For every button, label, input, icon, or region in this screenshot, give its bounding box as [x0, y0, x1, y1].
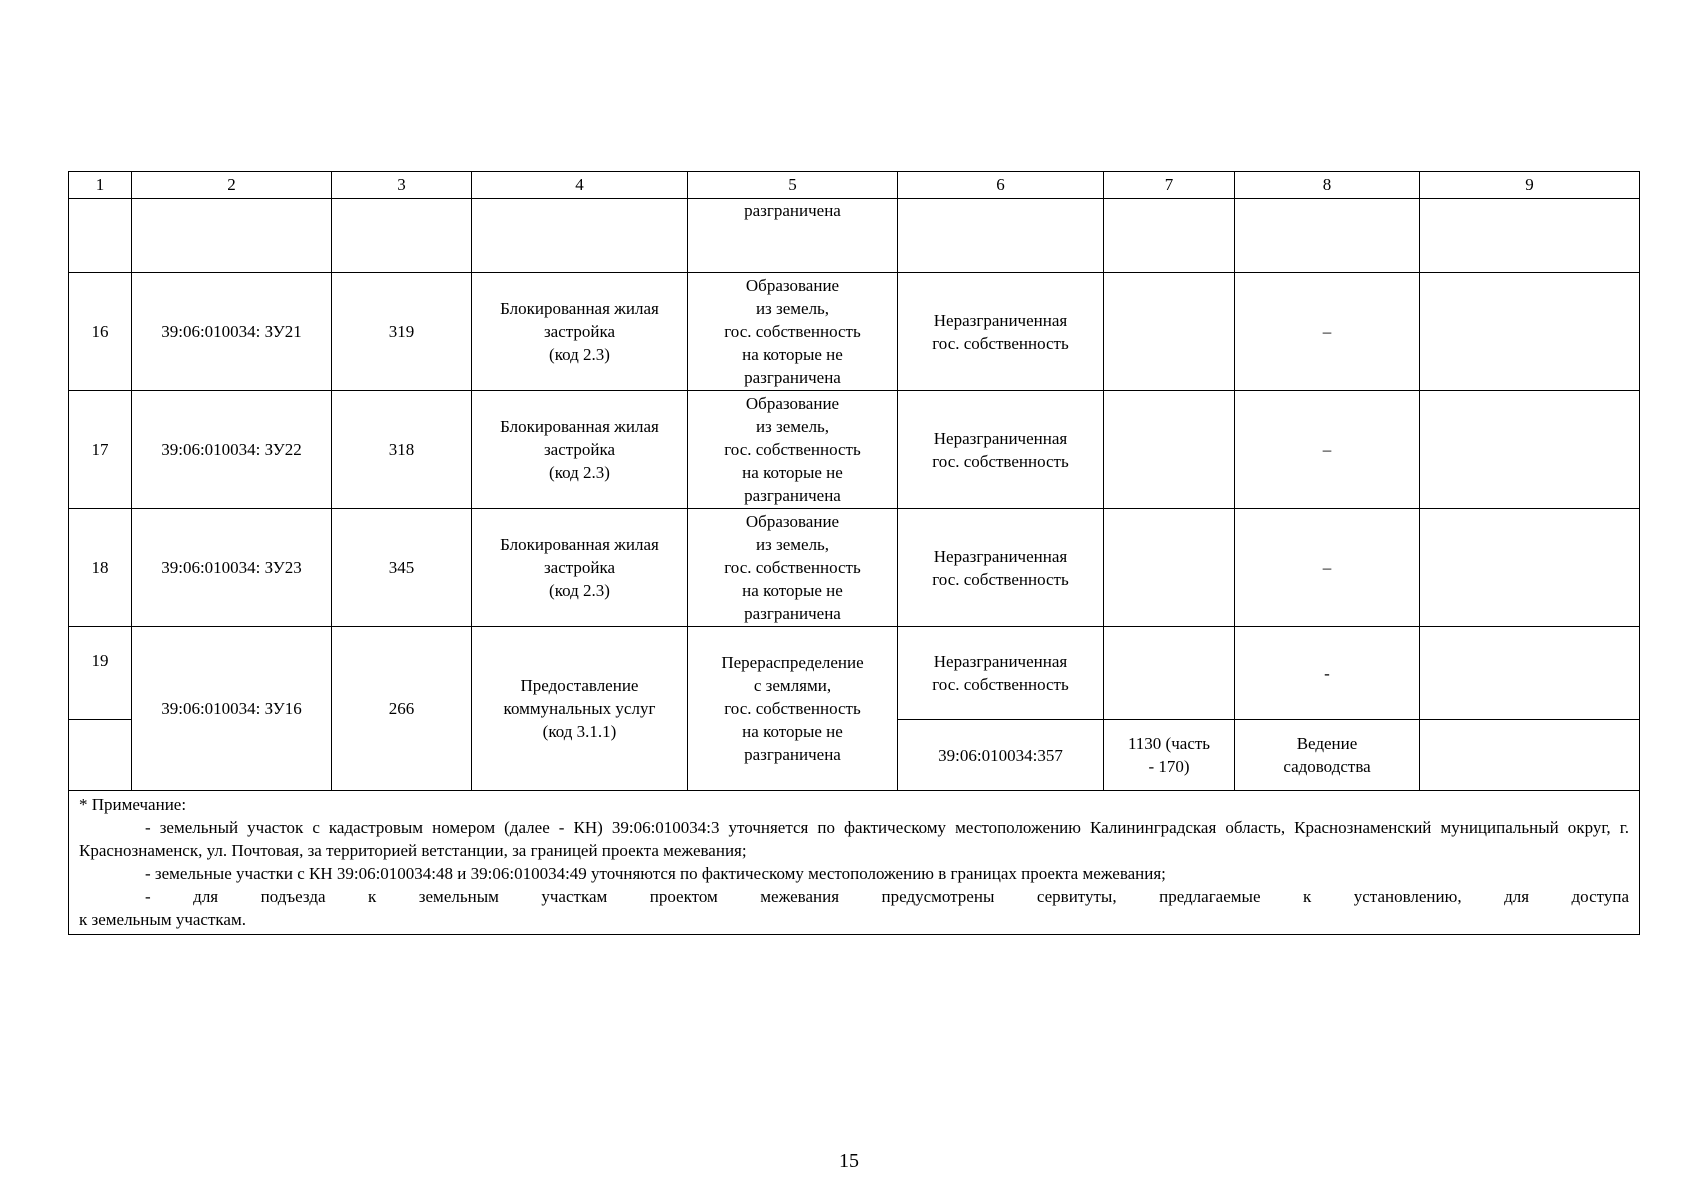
header-cell: 4	[472, 172, 688, 199]
table-cell: –	[1235, 391, 1420, 509]
table-row	[69, 509, 1640, 627]
header-cell: 7	[1104, 172, 1235, 199]
permitted-use: Блокированная жилая застройка (код 2.3)	[472, 509, 688, 627]
permitted-use: Блокированная жилая застройка (код 2.3)	[472, 273, 688, 391]
header-row	[69, 172, 1640, 199]
formation-method: Образование из земель, гос. собственность на которые не разграничена	[688, 509, 898, 627]
cadastral-number: 39:06:010034: ЗУ21	[132, 273, 332, 391]
cadastral-number: 39:06:010034: ЗУ22	[132, 391, 332, 509]
table-cell	[1420, 273, 1640, 391]
table-cell	[69, 720, 132, 791]
table-cell	[332, 199, 472, 273]
header-cell: 1	[69, 172, 132, 199]
table-cell	[132, 199, 332, 273]
table-cell	[1104, 199, 1235, 273]
ownership: Неразграниченная гос. собственность	[898, 627, 1104, 720]
table-cell: -	[1235, 627, 1420, 720]
header-cell: 6	[898, 172, 1104, 199]
sub-plot-area: 1130 (часть - 170)	[1104, 720, 1235, 791]
plot-area: 345	[332, 509, 472, 627]
permitted-use: Блокированная жилая застройка (код 2.3)	[472, 391, 688, 509]
table-cell	[1104, 273, 1235, 391]
note-cell	[69, 791, 1640, 935]
formation-method: Образование из земель, гос. собственность на которые не разграничена	[688, 273, 898, 391]
note-item: - для подъезда к земельным участкам проектом межевания предусмотрены сервитуты, предлагаемые к установлению, для доступа	[145, 887, 1629, 906]
table-cell	[1235, 199, 1420, 273]
land-plots-table	[68, 171, 1640, 935]
header-cell: 9	[1420, 172, 1640, 199]
ownership: Неразграниченная гос. собственность	[898, 391, 1104, 509]
table-cell: –	[1235, 509, 1420, 627]
plot-area: 266	[332, 627, 472, 791]
table-cell	[1420, 720, 1640, 791]
header-cell: 5	[688, 172, 898, 199]
table-row-19	[69, 627, 1640, 720]
page-number: 15	[839, 1150, 859, 1172]
table-cell	[1420, 509, 1640, 627]
note-item: - земельный участок с кадастровым номером (далее - КН) 39:06:010034:3 уточняется по фактическому местоположению Калининградская область, Краснознаменский муниципальный округ, г. Краснознаменск, ул. Почтовая, за территорией ветстанции, за границей проекта межевания;	[79, 818, 1629, 860]
table-cell	[1104, 627, 1235, 720]
sub-cadastral-number: 39:06:010034:357	[898, 720, 1104, 791]
ownership: Неразграниченная гос. собственность	[898, 509, 1104, 627]
note-item: к земельным участкам.	[79, 910, 246, 929]
table-cell	[1420, 391, 1640, 509]
table-cell	[1104, 509, 1235, 627]
plot-area: 319	[332, 273, 472, 391]
cadastral-number: 39:06:010034: ЗУ23	[132, 509, 332, 627]
row-number: 18	[69, 509, 132, 627]
row-number: 19	[69, 627, 132, 720]
continuation-row	[69, 199, 1640, 273]
table-cell	[898, 199, 1104, 273]
table-cell: разграничена	[688, 199, 898, 273]
row-number: 17	[69, 391, 132, 509]
header-cell: 2	[132, 172, 332, 199]
plot-area: 318	[332, 391, 472, 509]
table-cell	[69, 199, 132, 273]
permitted-use: Предоставление коммунальных услуг (код 3.1.1)	[472, 627, 688, 791]
note-row	[69, 791, 1640, 935]
row-number: 16	[69, 273, 132, 391]
table-cell	[1420, 627, 1640, 720]
ownership: Неразграниченная гос. собственность	[898, 273, 1104, 391]
table-row	[69, 391, 1640, 509]
sub-permitted-use: Ведение садоводства	[1235, 720, 1420, 791]
formation-method: Образование из земель, гос. собственность на которые не разграничена	[688, 391, 898, 509]
table-cell	[472, 199, 688, 273]
note-title: * Примечание:	[79, 795, 187, 814]
table-cell	[1104, 391, 1235, 509]
table-cell	[1420, 199, 1640, 273]
formation-method: Перераспределение с землями, гос. собственность на которые не разграничена	[688, 627, 898, 791]
table-row	[69, 273, 1640, 391]
header-cell: 3	[332, 172, 472, 199]
note-item: - земельные участки с КН 39:06:010034:48 и 39:06:010034:49 уточняются по фактическому местоположению в границах проекта межевания;	[145, 864, 1166, 883]
cadastral-number: 39:06:010034: ЗУ16	[132, 627, 332, 791]
header-cell: 8	[1235, 172, 1420, 199]
table-cell: –	[1235, 273, 1420, 391]
